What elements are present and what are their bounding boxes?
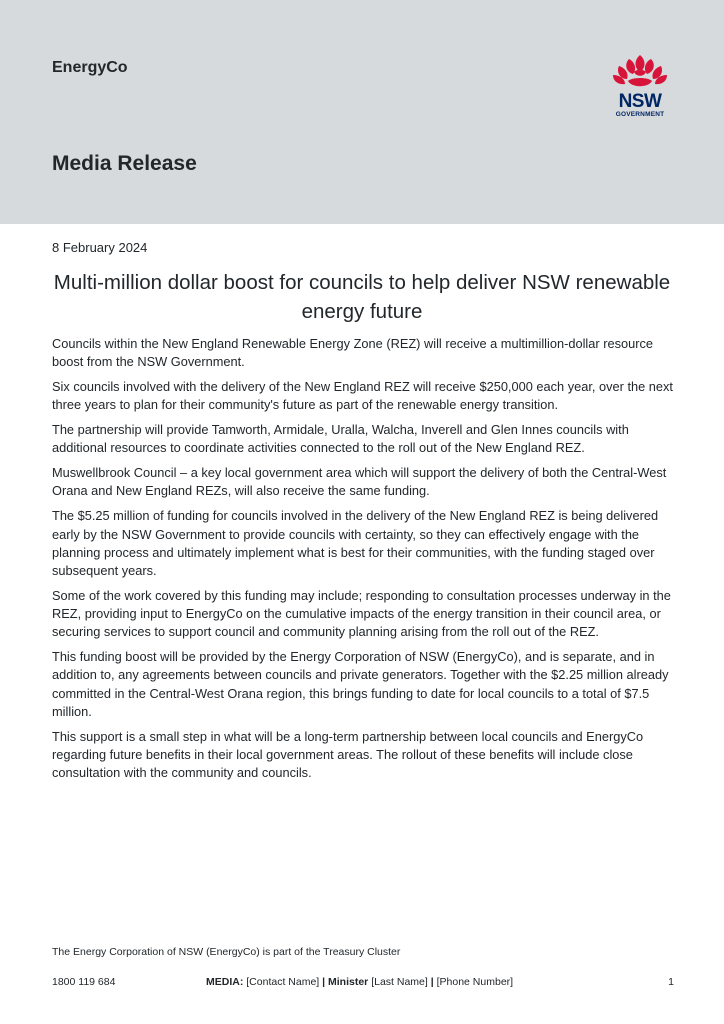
header-band [0,0,724,224]
paragraph: This support is a small step in what will be a long-term partnership between local councils and EnergyCo regarding future benefits in their local government areas. The rollout of these benefits will include close consultation with the community and councils. [52,728,644,781]
contact-name: [Contact Name] [246,976,320,988]
logo-nsw-text: NSW [618,91,662,112]
org-name: EnergyCo [52,59,128,76]
paragraph: The $5.25 million of funding for councils involved in the delivery of the New England REZ is being delivered early by the NSW Government to provide councils with certainty, so they can effectively engage with the planning process and ultimately implement what is best for their communities, with the funding staged over subsequent years. [52,508,659,578]
separator: | [322,976,326,988]
separator: | [430,976,434,988]
paragraph: Muswellbrook Council – a key local government area which will support the delivery of both the Central-West Orana and New England REZs, will also receive the same funding. [52,465,667,499]
footer-phone: 1800 119 684 [52,976,116,988]
minister-last-name: [Last Name] [371,976,428,988]
document-type: Media Release [52,152,197,175]
paragraph: Councils within the New England Renewable Energy Zone (REZ) will receive a multimillion-dollar resource boost from the NSW Government. [52,336,653,370]
phone-number-placeholder: [Phone Number] [436,976,514,988]
footer [52,976,674,992]
logo-government-text: GOVERNMENT [615,111,665,118]
headline: Multi-million dollar boost for councils to help deliver NSW renewable energy future [53,271,671,323]
footer-media-contact [206,976,513,988]
paragraph: The partnership will provide Tamworth, Armidale, Uralla, Walcha, Inverell and Glen Innes councils with additional resources to coordinate activities connected to the roll out of the New England REZ. [52,422,629,456]
footer-note: The Energy Corporation of NSW (EnergyCo) is part of the Treasury Cluster [52,946,401,958]
paragraph: This funding boost will be provided by the Energy Corporation of NSW (EnergyCo), and is separate, and in addition to, any agreements between councils and private generators. Together with the $2.25 million already committed in the Central-West Orana region, this brings funding to date for local councils to a total of $7.5 million. [52,649,669,719]
waratah-flower-icon [606,54,674,94]
page-number: 1 [668,976,674,988]
release-date: 8 February 2024 [52,240,148,255]
paragraph: Six councils involved with the delivery of the New England REZ will receive $250,000 each year, over the next three years to plan for their community's future as part of the renewable energy transition. [52,379,673,413]
logo-wordmark [606,92,674,119]
minister-label: Minister [328,976,369,988]
media-label: MEDIA: [206,976,244,988]
release-body [52,335,674,789]
paragraph: Some of the work covered by this funding may include; responding to consultation processes underway in the REZ, providing input to EnergyCo on the cumulative impacts of the energy transition in their council area, or securing services to support council and community planning arising from the roll out of the REZ. [52,587,671,640]
nsw-government-logo [606,54,674,128]
